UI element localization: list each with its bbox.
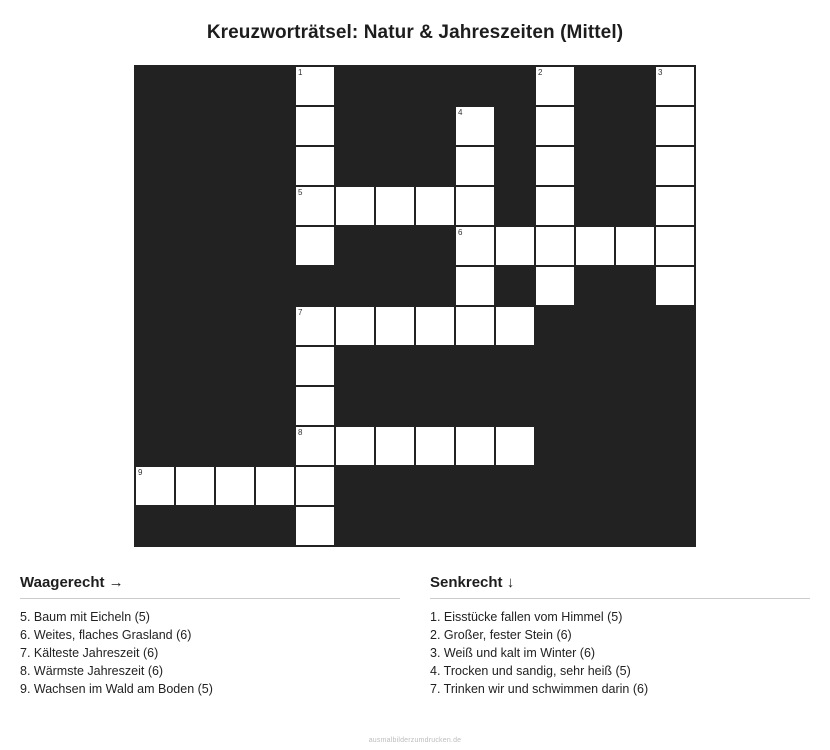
grid-cell-block [135, 226, 175, 266]
grid-cell-block [615, 106, 655, 146]
clue-number: 4 [458, 108, 463, 117]
grid-cell-block [575, 106, 615, 146]
grid-cell-block [455, 466, 495, 506]
grid-cell-block [615, 386, 655, 426]
clue-number: 6 [458, 228, 463, 237]
footer-watermark: ausmalbilderzumdrucken.de [368, 737, 462, 744]
grid-cell-block [215, 386, 255, 426]
grid-cell-block [575, 386, 615, 426]
grid-cell-block [535, 306, 575, 346]
clue-item: 7. Trinken wir und schwimmen darin (6) [430, 682, 649, 696]
grid-cell-block [615, 466, 655, 506]
grid-cell-block [255, 266, 295, 306]
grid-cell-block [415, 386, 455, 426]
grid-cell-block [215, 506, 255, 546]
grid-cell-block [415, 146, 455, 186]
grid-cell-block [175, 186, 215, 226]
grid-cell-block [655, 466, 695, 506]
grid-cell-block [215, 266, 255, 306]
grid-cell-block [575, 466, 615, 506]
grid-cell-open[interactable] [655, 66, 695, 106]
grid-cell-block [575, 186, 615, 226]
grid-cell-open[interactable] [335, 186, 375, 226]
grid-cell-block [615, 66, 655, 106]
grid-cell-open[interactable] [615, 226, 655, 266]
grid-cell-block [255, 506, 295, 546]
grid-cell-open[interactable] [535, 186, 575, 226]
grid-cell-open[interactable] [455, 226, 495, 266]
grid-cell-block [495, 386, 535, 426]
down-clues-column [430, 574, 810, 698]
grid-cell-open[interactable] [335, 306, 375, 346]
grid-cell-block [455, 386, 495, 426]
grid-cell-open[interactable] [535, 146, 575, 186]
grid-cell-block [415, 466, 455, 506]
grid-cell-block [335, 226, 375, 266]
grid-cell-block [135, 106, 175, 146]
grid-cell-block [175, 106, 215, 146]
grid-cell-block [255, 426, 295, 466]
grid-cell-open[interactable] [495, 426, 535, 466]
grid-cell-block [335, 346, 375, 386]
grid-cell-block [415, 346, 455, 386]
grid-cell-open[interactable] [215, 466, 255, 506]
grid-cell-block [135, 266, 175, 306]
grid-cell-block [655, 426, 695, 466]
grid-cell-block [135, 146, 175, 186]
grid-cell-block [255, 66, 295, 106]
clue-item: 7. Kälteste Jahreszeit (6) [20, 646, 159, 660]
grid-cell-block [535, 506, 575, 546]
grid-cell-block [495, 466, 535, 506]
grid-cell-block [455, 506, 495, 546]
grid-cell-open[interactable] [415, 426, 455, 466]
grid-cell-block [255, 306, 295, 346]
grid-cell-open[interactable] [295, 226, 335, 266]
grid-cell-block [175, 506, 215, 546]
clue-number: 5 [298, 188, 303, 197]
grid-cell-block [535, 346, 575, 386]
grid-cell-block [655, 506, 695, 546]
grid-cell-block [615, 306, 655, 346]
grid-cell-block [575, 266, 615, 306]
grid-cell-block [215, 426, 255, 466]
grid-cell-block [415, 106, 455, 146]
grid-cell-block [655, 386, 695, 426]
grid-cell-open[interactable] [495, 306, 535, 346]
crossword-grid [134, 65, 696, 547]
grid-cell-open[interactable] [375, 426, 415, 466]
grid-cell-open[interactable] [295, 66, 335, 106]
grid-cell-open[interactable] [335, 426, 375, 466]
grid-cell-block [615, 266, 655, 306]
grid-cell-block [535, 386, 575, 426]
grid-cell-block [135, 346, 175, 386]
grid-cell-block [135, 506, 175, 546]
grid-cell-open[interactable] [455, 266, 495, 306]
grid-cell-block [175, 426, 215, 466]
grid-cell-block [175, 66, 215, 106]
grid-cell-open[interactable] [535, 266, 575, 306]
grid-cell-block [215, 146, 255, 186]
grid-cell-block [495, 106, 535, 146]
grid-cell-block [375, 266, 415, 306]
grid-cell-block [215, 226, 255, 266]
grid-cell-block [135, 426, 175, 466]
grid-cell-block [415, 506, 455, 546]
clue-number: 2 [538, 68, 543, 77]
grid-cell-block [215, 306, 255, 346]
down-heading: Senkrecht ↓ [430, 574, 810, 599]
grid-cell-block [495, 146, 535, 186]
clue-item: 8. Wärmste Jahreszeit (6) [20, 664, 164, 678]
grid-cell-block [255, 386, 295, 426]
page-title: Kreuzworträtsel: Natur & Jahreszeiten (Mittel) [206, 22, 624, 43]
clue-number: 8 [298, 428, 303, 437]
grid-cell-block [615, 186, 655, 226]
grid-cell-open[interactable] [655, 226, 695, 266]
grid-cell-open[interactable] [295, 346, 335, 386]
grid-cell-open[interactable] [375, 186, 415, 226]
grid-cell-open[interactable] [415, 306, 455, 346]
across-heading: Waagerecht → [20, 574, 400, 599]
across-clue-list [20, 608, 400, 698]
grid-cell-block [415, 226, 455, 266]
grid-cell-block [575, 426, 615, 466]
grid-cell-block [255, 226, 295, 266]
clue-item: 6. Weites, flaches Grasland (6) [20, 628, 192, 642]
grid-cell-block [575, 306, 615, 346]
grid-cell-block [335, 66, 375, 106]
grid-cell-block [375, 506, 415, 546]
grid-cell-block [615, 146, 655, 186]
grid-cell-block [455, 346, 495, 386]
grid-cell-block [255, 346, 295, 386]
grid-cell-block [335, 106, 375, 146]
grid-cell-block [575, 146, 615, 186]
grid-cell-block [255, 186, 295, 226]
grid-cell-block [215, 66, 255, 106]
grid-cell-block [215, 186, 255, 226]
grid-cell-block [535, 426, 575, 466]
grid-cell-block [215, 106, 255, 146]
grid-cell-block [175, 266, 215, 306]
grid-cell-open[interactable] [495, 226, 535, 266]
grid-cell-open[interactable] [295, 186, 335, 226]
grid-cell-block [215, 346, 255, 386]
grid-cell-open[interactable] [575, 226, 615, 266]
grid-cell-open[interactable] [255, 466, 295, 506]
grid-cell-block [535, 466, 575, 506]
grid-cell-open[interactable] [415, 186, 455, 226]
grid-cell-block [495, 346, 535, 386]
across-clues-column [20, 574, 400, 698]
grid-cell-block [335, 146, 375, 186]
grid-cell-block [615, 506, 655, 546]
grid-cell-block [175, 346, 215, 386]
grid-cell-block [335, 266, 375, 306]
grid-cell-open[interactable] [455, 186, 495, 226]
grid-cell-block [175, 306, 215, 346]
grid-cell-open[interactable] [455, 146, 495, 186]
grid-cell-open[interactable] [295, 386, 335, 426]
grid-cell-block [175, 146, 215, 186]
grid-cell-open[interactable] [655, 266, 695, 306]
clue-item: 2. Großer, fester Stein (6) [430, 628, 572, 642]
clue-number: 9 [138, 468, 143, 477]
grid-cell-block [655, 346, 695, 386]
grid-cell-block [615, 346, 655, 386]
clue-number: 1 [298, 68, 303, 77]
grid-cell-block [135, 306, 175, 346]
grid-cell-block [135, 186, 175, 226]
grid-cell-block [415, 266, 455, 306]
grid-cell-block [575, 66, 615, 106]
grid-cell-open[interactable] [295, 306, 335, 346]
grid-cell-block [295, 266, 335, 306]
grid-cell-open[interactable] [535, 66, 575, 106]
grid-cell-open[interactable] [295, 506, 335, 546]
grid-cell-block [335, 386, 375, 426]
grid-cell-block [615, 426, 655, 466]
clue-item: 1. Eisstücke fallen vom Himmel (5) [430, 610, 623, 624]
grid-cell-block [375, 466, 415, 506]
grid-cell-block [375, 106, 415, 146]
grid-cell-block [495, 266, 535, 306]
grid-cell-block [375, 346, 415, 386]
grid-cell-block [575, 506, 615, 546]
grid-cell-open[interactable] [135, 466, 175, 506]
grid-cell-open[interactable] [455, 306, 495, 346]
grid-cell-block [415, 66, 455, 106]
grid-cell-block [375, 386, 415, 426]
down-clue-list [430, 608, 810, 698]
grid-cell-block [175, 386, 215, 426]
clues-section [20, 574, 810, 698]
clue-item: 3. Weiß und kalt im Winter (6) [430, 646, 596, 660]
grid-cell-open[interactable] [535, 106, 575, 146]
grid-cell-open[interactable] [455, 106, 495, 146]
grid-cell-block [455, 66, 495, 106]
clue-item: 4. Trocken und sandig, sehr heiß (5) [430, 664, 631, 678]
clue-number: 7 [298, 308, 303, 317]
grid-cell-open[interactable] [295, 426, 335, 466]
grid-cell-block [575, 346, 615, 386]
grid-cell-block [335, 506, 375, 546]
grid-cell-block [655, 306, 695, 346]
grid-cell-block [335, 466, 375, 506]
grid-cell-open[interactable] [295, 106, 335, 146]
grid-cell-open[interactable] [655, 146, 695, 186]
grid-cell-open[interactable] [655, 106, 695, 146]
grid-cell-open[interactable] [375, 306, 415, 346]
grid-cell-block [255, 106, 295, 146]
grid-cell-block [495, 506, 535, 546]
crossword-grid-container [0, 65, 830, 547]
grid-cell-block [495, 66, 535, 106]
clue-number: 3 [658, 68, 663, 77]
grid-cell-block [495, 186, 535, 226]
grid-cell-open[interactable] [175, 466, 215, 506]
grid-cell-block [255, 146, 295, 186]
grid-cell-block [135, 66, 175, 106]
grid-cell-open[interactable] [655, 186, 695, 226]
grid-cell-open[interactable] [295, 146, 335, 186]
grid-cell-block [375, 226, 415, 266]
grid-cell-open[interactable] [455, 426, 495, 466]
grid-cell-open[interactable] [295, 466, 335, 506]
grid-cell-block [135, 386, 175, 426]
grid-cell-open[interactable] [535, 226, 575, 266]
clue-item: 9. Wachsen im Wald am Boden (5) [20, 682, 213, 696]
grid-cell-block [175, 226, 215, 266]
grid-cell-block [375, 146, 415, 186]
grid-cell-block [375, 66, 415, 106]
clue-item: 5. Baum mit Eicheln (5) [20, 610, 150, 624]
